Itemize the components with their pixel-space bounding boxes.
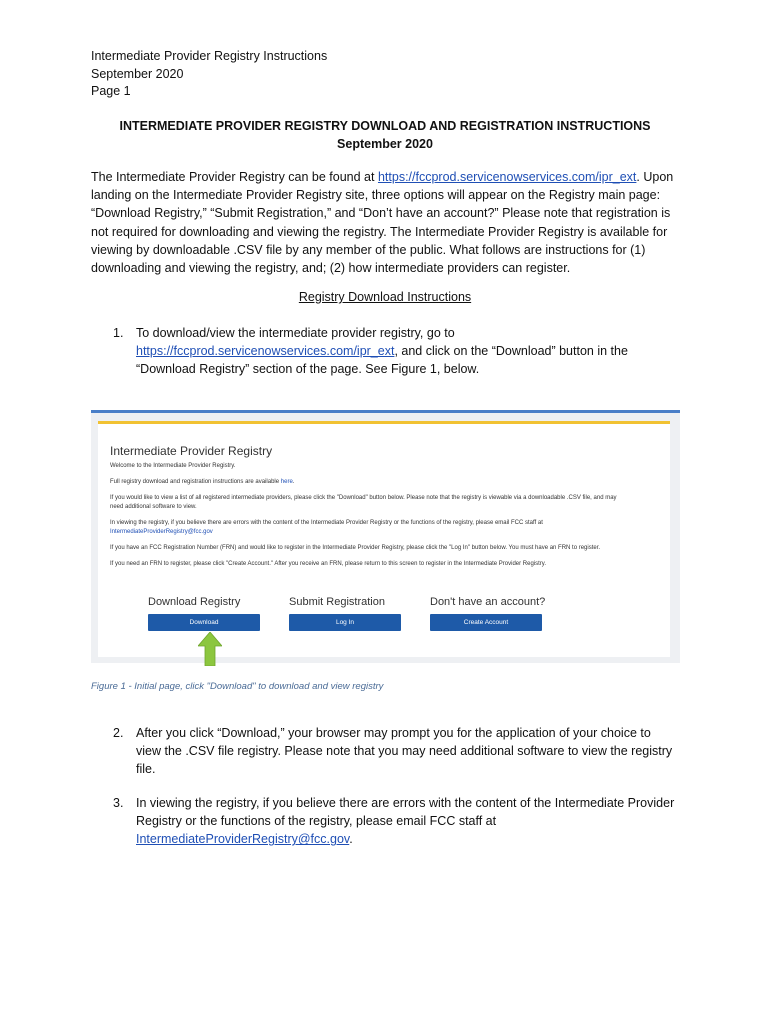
- registry-page-panel: [98, 421, 670, 657]
- figure-instructions-text: [110, 479, 294, 485]
- intro-text-end: . Upon landing on the Intermediate Provider Registry site, three options will appear on the Registry main page: “Download Registry,” “Submit Registration,” and “Don’t have an account?” Please note that registration is not required for downloading and viewing the registry. The Intermediate Provider Registry is available for viewing by downloadable .CSV file by any member of the public. What follows are instructions for (1) downloading and viewing the registry, and; (2) how intermediate providers can register.: [91, 170, 674, 276]
- step-text: After you click “Download,” your browser may prompt you for the application of your choice to view the .CSV file registry. Please note that you may need additional software to view the registry file.: [136, 726, 673, 777]
- step-text: [136, 324, 676, 379]
- running-header: [91, 48, 327, 101]
- figure-instructions-end: .: [292, 479, 295, 485]
- figure-instructions-prefix: Full registry download and registration instructions are available: [110, 479, 281, 485]
- title-main: INTERMEDIATE PROVIDER REGISTRY DOWNLOAD AND REGISTRATION INSTRUCTIONS: [119, 119, 651, 133]
- section-title: Registry Download Instructions: [298, 290, 472, 304]
- figure-errors-text: In viewing the registry, if you believe there are errors with the content of the Intermediate Provider Registry or the functions of the registry, please email FCC staff at: [110, 520, 543, 526]
- figure-welcome-text: Welcome to the Intermediate Provider Registry.: [110, 463, 236, 469]
- step-1-text-end: , and click on the “Download” button in the “Download Registry” section of the page. See Figure 1, below.: [136, 344, 628, 377]
- intro-paragraph: [91, 168, 681, 277]
- step-3-text-end: .: [349, 832, 353, 847]
- figure-caption: Figure 1 - Initial page, click "Download" to download and view registry: [91, 681, 384, 692]
- figure-create-account-text: If you need an FRN to register, please click "Create Account." After you receive an FRN, please return to this screen to register in the Intermediate Provider Registry.: [110, 561, 547, 567]
- up-arrow-icon: [198, 632, 222, 666]
- no-account-heading: Don't have an account?: [430, 596, 546, 608]
- figure-page-title: Intermediate Provider Registry: [110, 444, 273, 458]
- download-button[interactable]: Download: [148, 614, 260, 631]
- download-registry-heading: Download Registry: [148, 596, 241, 608]
- figure-frn-text: If you have an FCC Registration Number (FRN) and would like to register in the Intermediate Provider Registry, please click the "Log In" button below. You must have an FRN to register.: [110, 545, 601, 551]
- step-number: 3.: [113, 796, 124, 810]
- figure-screenshot: [91, 410, 680, 663]
- up-arrow-shape: [198, 632, 222, 666]
- intro-text-start: The Intermediate Provider Registry can be found at: [91, 170, 378, 184]
- log-in-button[interactable]: Log In: [289, 614, 401, 631]
- figure-email-link[interactable]: IntermediateProviderRegistry@fcc.gov: [110, 529, 213, 535]
- create-account-button[interactable]: Create Account: [430, 614, 542, 631]
- step-text: [136, 794, 676, 849]
- registry-url-link[interactable]: https://fccprod.servicenowservices.com/ipr_ext: [377, 170, 637, 184]
- header-date: September 2020: [91, 66, 184, 81]
- figure-email-link-line: [110, 529, 213, 535]
- figure-here-link[interactable]: here: [280, 479, 293, 485]
- step-1-text-start: To download/view the intermediate provider registry, go to: [136, 326, 455, 340]
- step-3-text-start: In viewing the registry, if you believe there are errors with the content of the Intermediate Provider Registry or the functions of the registry, please email FCC staff at: [136, 796, 675, 829]
- header-title: Intermediate Provider Registry Instructions: [91, 49, 328, 63]
- step-number: 1.: [113, 326, 124, 340]
- title-date: September 2020: [337, 137, 433, 151]
- step-number: 2.: [113, 726, 124, 740]
- figure-download-text: If you would like to view a list of all registered intermediate providers, please click the "Download" button below. Please note that the registry is viewable via a downloadable .CSV file, and may: [110, 495, 617, 501]
- fcc-email-link[interactable]: IntermediateProviderRegistry@fcc.gov: [136, 832, 350, 847]
- header-page-number: Page 1: [91, 84, 131, 98]
- step-1-url-link[interactable]: https://fccprod.servicenowservices.com/ipr_ext: [136, 344, 395, 359]
- figure-download-text-2: need additional software to view.: [110, 504, 197, 510]
- document-title: [0, 117, 770, 153]
- submit-registration-heading: Submit Registration: [289, 596, 385, 608]
